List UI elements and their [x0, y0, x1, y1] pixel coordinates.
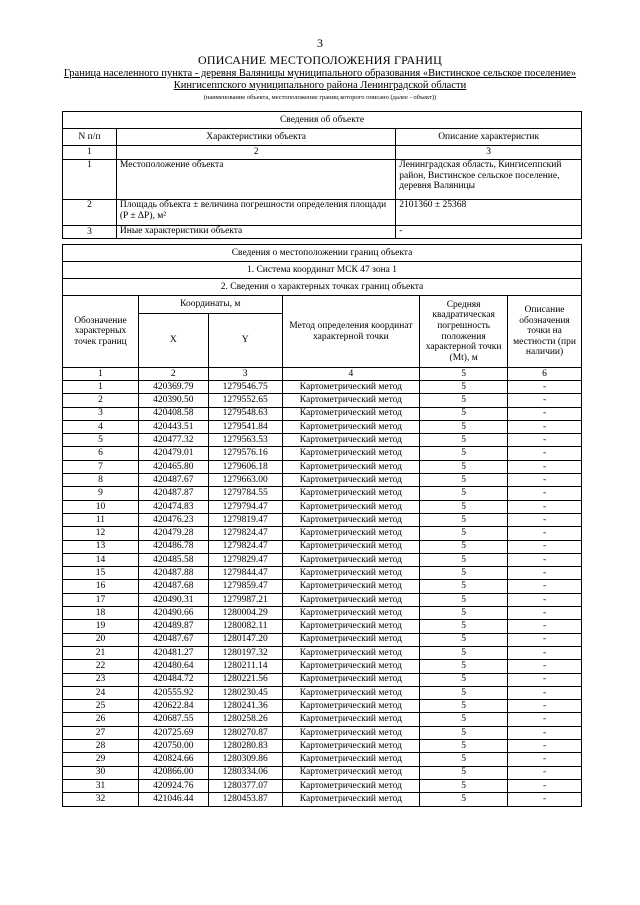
object-row-desc: - [396, 226, 582, 239]
point-number: 26 [63, 713, 139, 726]
point-x: 420408.58 [138, 407, 208, 420]
index-cell: 2 [116, 146, 395, 160]
point-y: 1279844.47 [208, 567, 282, 580]
point-x: 420490.66 [138, 607, 208, 620]
point-description: - [508, 381, 582, 394]
col-point-header: Обозначение характерных точек границ [63, 296, 139, 368]
point-description: - [508, 686, 582, 699]
point-x: 420479.01 [138, 447, 208, 460]
point-x: 420687.55 [138, 713, 208, 726]
point-method: Картометрический метод [282, 513, 420, 526]
point-method: Картометрический метод [282, 673, 420, 686]
point-y: 1279548.63 [208, 407, 282, 420]
point-method: Картометрический метод [282, 474, 420, 487]
point-method: Картометрический метод [282, 700, 420, 713]
point-x: 420369.79 [138, 381, 208, 394]
table-row [63, 713, 582, 726]
table-row [63, 700, 582, 713]
point-x: 420481.27 [138, 646, 208, 659]
point-description: - [508, 660, 582, 673]
point-number: 1 [63, 381, 139, 394]
table-row [63, 394, 582, 407]
col-method-header: Метод определения координат характерной точки [282, 296, 420, 368]
point-number: 24 [63, 686, 139, 699]
table-row [63, 753, 582, 766]
point-method: Картометрический метод [282, 447, 420, 460]
point-method: Картометрический метод [282, 726, 420, 739]
point-method: Картометрический метод [282, 394, 420, 407]
point-x: 420924.76 [138, 779, 208, 792]
point-description: - [508, 753, 582, 766]
point-y: 1279563.53 [208, 434, 282, 447]
point-x: 420443.51 [138, 420, 208, 433]
object-row-desc: 2101360 ± 25368 [396, 200, 582, 226]
point-error: 5 [420, 381, 508, 394]
point-number: 2 [63, 394, 139, 407]
point-number: 32 [63, 793, 139, 806]
point-error: 5 [420, 766, 508, 779]
point-number: 13 [63, 540, 139, 553]
point-number: 15 [63, 567, 139, 580]
point-description: - [508, 500, 582, 513]
point-method: Картометрический метод [282, 407, 420, 420]
point-number: 21 [63, 646, 139, 659]
col-error-header: Средняя квадратическая погрешность положения характерной точки (Mt), м [420, 296, 508, 368]
point-number: 18 [63, 607, 139, 620]
table-row [63, 793, 582, 806]
table-row [63, 686, 582, 699]
point-x: 420489.87 [138, 620, 208, 633]
point-x: 420484.72 [138, 673, 208, 686]
point-y: 1280258.26 [208, 713, 282, 726]
point-description: - [508, 407, 582, 420]
point-description: - [508, 580, 582, 593]
table-row [63, 474, 582, 487]
point-method: Картометрический метод [282, 460, 420, 473]
point-description: - [508, 474, 582, 487]
col-desc-header: Описание характеристик [396, 129, 582, 146]
col-desc-header: Описание обозначения точки на местности (при наличии) [508, 296, 582, 368]
point-error: 5 [420, 447, 508, 460]
point-description: - [508, 633, 582, 646]
point-method: Картометрический метод [282, 593, 420, 606]
point-number: 6 [63, 447, 139, 460]
table-row [63, 381, 582, 394]
index-cell: 1 [63, 146, 117, 160]
object-row-char: Иные характеристики объекта [116, 226, 395, 239]
table-row [63, 633, 582, 646]
point-description: - [508, 779, 582, 792]
point-number: 5 [63, 434, 139, 447]
point-description: - [508, 593, 582, 606]
point-y: 1279987.21 [208, 593, 282, 606]
point-number: 11 [63, 513, 139, 526]
point-error: 5 [420, 700, 508, 713]
point-x: 420555.92 [138, 686, 208, 699]
table-row [63, 434, 582, 447]
index-cell: 2 [138, 368, 208, 381]
point-x: 420490.31 [138, 593, 208, 606]
point-y: 1279829.47 [208, 553, 282, 566]
document-title: ОПИСАНИЕ МЕСТОПОЛОЖЕНИЯ ГРАНИЦ [198, 53, 442, 67]
col-y-header: Y [208, 314, 282, 368]
point-error: 5 [420, 407, 508, 420]
table-row [63, 740, 582, 753]
point-method: Картометрический метод [282, 779, 420, 792]
point-method: Картометрический метод [282, 527, 420, 540]
table-row [63, 407, 582, 420]
point-description: - [508, 673, 582, 686]
point-error: 5 [420, 420, 508, 433]
point-x: 420487.88 [138, 567, 208, 580]
point-y: 1280453.87 [208, 793, 282, 806]
point-description: - [508, 553, 582, 566]
point-method: Картометрический метод [282, 740, 420, 753]
point-x: 420622.84 [138, 700, 208, 713]
table-row [63, 620, 582, 633]
object-row-n: 1 [63, 160, 117, 200]
point-number: 31 [63, 779, 139, 792]
point-method: Картометрический метод [282, 713, 420, 726]
point-error: 5 [420, 713, 508, 726]
point-error: 5 [420, 540, 508, 553]
point-description: - [508, 513, 582, 526]
table-row [63, 766, 582, 779]
point-error: 5 [420, 779, 508, 792]
point-x: 420486.78 [138, 540, 208, 553]
index-cell: 6 [508, 368, 582, 381]
point-x: 421046.44 [138, 793, 208, 806]
point-error: 5 [420, 633, 508, 646]
point-y: 1280082.11 [208, 620, 282, 633]
table-row [63, 513, 582, 526]
point-method: Картометрический метод [282, 567, 420, 580]
point-x: 420390.50 [138, 394, 208, 407]
point-x: 420485.58 [138, 553, 208, 566]
point-y: 1280280.83 [208, 740, 282, 753]
point-number: 10 [63, 500, 139, 513]
point-number: 25 [63, 700, 139, 713]
point-error: 5 [420, 726, 508, 739]
point-method: Картометрический метод [282, 420, 420, 433]
point-number: 14 [63, 553, 139, 566]
point-x: 420487.68 [138, 580, 208, 593]
point-method: Картометрический метод [282, 620, 420, 633]
point-y: 1280334.06 [208, 766, 282, 779]
points-section-header: 2. Сведения о характерных точках границ объекта [63, 279, 582, 296]
point-error: 5 [420, 753, 508, 766]
point-method: Картометрический метод [282, 753, 420, 766]
index-cell: 3 [396, 146, 582, 160]
table-row [63, 646, 582, 659]
table-row [63, 580, 582, 593]
object-row-char: Площадь объекта ± величина погрешности определения площади (P ± ΔP), м² [116, 200, 395, 226]
point-description: - [508, 740, 582, 753]
table-row [63, 607, 582, 620]
table-row [63, 779, 582, 792]
point-x: 420476.23 [138, 513, 208, 526]
point-error: 5 [420, 580, 508, 593]
object-row-char: Местоположение объекта [116, 160, 395, 200]
point-error: 5 [420, 646, 508, 659]
point-error: 5 [420, 394, 508, 407]
point-error: 5 [420, 474, 508, 487]
point-x: 420750.00 [138, 740, 208, 753]
point-method: Картометрический метод [282, 633, 420, 646]
point-number: 3 [63, 407, 139, 420]
coordinate-system: 1. Система координат МСК 47 зона 1 [63, 262, 582, 279]
point-method: Картометрический метод [282, 487, 420, 500]
index-cell: 5 [420, 368, 508, 381]
point-y: 1280230.45 [208, 686, 282, 699]
index-cell: 3 [208, 368, 282, 381]
point-number: 7 [63, 460, 139, 473]
point-error: 5 [420, 513, 508, 526]
point-description: - [508, 420, 582, 433]
point-x: 420487.87 [138, 487, 208, 500]
table-row [63, 460, 582, 473]
point-y: 1279552.65 [208, 394, 282, 407]
page-number: 3 [317, 36, 323, 50]
index-cell: 4 [282, 368, 420, 381]
point-y: 1279794.47 [208, 500, 282, 513]
point-number: 19 [63, 620, 139, 633]
point-description: - [508, 487, 582, 500]
point-y: 1280221.56 [208, 673, 282, 686]
point-method: Картометрический метод [282, 607, 420, 620]
point-description: - [508, 460, 582, 473]
point-y: 1279819.47 [208, 513, 282, 526]
table-row [63, 726, 582, 739]
point-method: Картометрический метод [282, 646, 420, 659]
point-method: Картометрический метод [282, 381, 420, 394]
table-row [63, 447, 582, 460]
point-description: - [508, 713, 582, 726]
col-coords-header: Координаты, м [138, 296, 282, 314]
point-description: - [508, 607, 582, 620]
point-y: 1280211.14 [208, 660, 282, 673]
point-y: 1280270.87 [208, 726, 282, 739]
point-y: 1280004.29 [208, 607, 282, 620]
object-row-n: 2 [63, 200, 117, 226]
point-number: 8 [63, 474, 139, 487]
point-number: 23 [63, 673, 139, 686]
point-description: - [508, 726, 582, 739]
point-y: 1279784.55 [208, 487, 282, 500]
point-error: 5 [420, 793, 508, 806]
subtitle-note: (наименование объекта, местоположение границ которого описано (далее - объект)) [203, 94, 437, 101]
point-y: 1279824.47 [208, 527, 282, 540]
index-cell: 1 [63, 368, 139, 381]
point-y: 1279859.47 [208, 580, 282, 593]
table-row [63, 553, 582, 566]
object-table [62, 111, 582, 239]
point-method: Картометрический метод [282, 580, 420, 593]
boundary-section-header: Сведения о местоположении границ объекта [63, 245, 582, 262]
table-row [63, 660, 582, 673]
point-x: 420477.32 [138, 434, 208, 447]
points-table [62, 244, 582, 807]
object-row-desc: Ленинградская область, Кингисеппский район, Вистинское сельское поселение, деревня Валяницы [396, 160, 582, 200]
point-description: - [508, 766, 582, 779]
point-number: 20 [63, 633, 139, 646]
table-row [63, 593, 582, 606]
points-body [63, 381, 582, 807]
point-method: Картометрический метод [282, 500, 420, 513]
point-number: 29 [63, 753, 139, 766]
point-number: 9 [63, 487, 139, 500]
point-y: 1280197.32 [208, 646, 282, 659]
point-x: 420479.28 [138, 527, 208, 540]
point-x: 420866.00 [138, 766, 208, 779]
point-x: 420725.69 [138, 726, 208, 739]
object-row-n: 3 [63, 226, 117, 239]
point-method: Картометрический метод [282, 766, 420, 779]
point-x: 420474.83 [138, 500, 208, 513]
point-error: 5 [420, 553, 508, 566]
point-x: 420824.66 [138, 753, 208, 766]
point-error: 5 [420, 500, 508, 513]
object-section-header: Сведения об объекте [63, 112, 582, 129]
point-method: Картометрический метод [282, 793, 420, 806]
point-error: 5 [420, 686, 508, 699]
point-number: 16 [63, 580, 139, 593]
table-row [63, 673, 582, 686]
point-number: 4 [63, 420, 139, 433]
col-x-header: X [138, 314, 208, 368]
point-error: 5 [420, 607, 508, 620]
point-description: - [508, 700, 582, 713]
point-y: 1279541.84 [208, 420, 282, 433]
table-row [63, 487, 582, 500]
point-number: 28 [63, 740, 139, 753]
point-error: 5 [420, 434, 508, 447]
point-y: 1279824.47 [208, 540, 282, 553]
point-method: Картометрический метод [282, 553, 420, 566]
table-row [63, 420, 582, 433]
point-error: 5 [420, 673, 508, 686]
point-description: - [508, 567, 582, 580]
col-n-header: N п/п [63, 129, 117, 146]
point-error: 5 [420, 567, 508, 580]
point-y: 1279546.75 [208, 381, 282, 394]
col-char-header: Характеристики объекта [116, 129, 395, 146]
table-row [63, 527, 582, 540]
point-number: 30 [63, 766, 139, 779]
point-method: Картометрический метод [282, 686, 420, 699]
point-description: - [508, 540, 582, 553]
point-y: 1280377.07 [208, 779, 282, 792]
point-number: 17 [63, 593, 139, 606]
point-number: 22 [63, 660, 139, 673]
point-error: 5 [420, 620, 508, 633]
point-description: - [508, 394, 582, 407]
point-description: - [508, 646, 582, 659]
point-error: 5 [420, 740, 508, 753]
point-method: Картометрический метод [282, 434, 420, 447]
point-y: 1279663.00 [208, 474, 282, 487]
table-row [63, 567, 582, 580]
subtitle-line-1: Граница населенного пункта - деревня Валяницы муниципального образования «Вистинское сельское поселение» [63, 68, 577, 79]
point-error: 5 [420, 593, 508, 606]
point-error: 5 [420, 660, 508, 673]
point-x: 420487.67 [138, 633, 208, 646]
point-description: - [508, 793, 582, 806]
point-y: 1280147.20 [208, 633, 282, 646]
point-number: 27 [63, 726, 139, 739]
point-description: - [508, 620, 582, 633]
point-x: 420480.64 [138, 660, 208, 673]
point-description: - [508, 447, 582, 460]
table-row [63, 540, 582, 553]
table-row [63, 500, 582, 513]
point-error: 5 [420, 487, 508, 500]
point-error: 5 [420, 527, 508, 540]
point-y: 1279606.18 [208, 460, 282, 473]
point-description: - [508, 434, 582, 447]
point-y: 1280241.36 [208, 700, 282, 713]
point-description: - [508, 527, 582, 540]
point-method: Картометрический метод [282, 540, 420, 553]
point-number: 12 [63, 527, 139, 540]
point-x: 420487.67 [138, 474, 208, 487]
point-method: Картометрический метод [282, 660, 420, 673]
point-error: 5 [420, 460, 508, 473]
point-y: 1279576.16 [208, 447, 282, 460]
point-x: 420465.80 [138, 460, 208, 473]
subtitle-line-2: Кингисеппского муниципального района Ленинградской области [173, 80, 467, 91]
point-y: 1280309.86 [208, 753, 282, 766]
